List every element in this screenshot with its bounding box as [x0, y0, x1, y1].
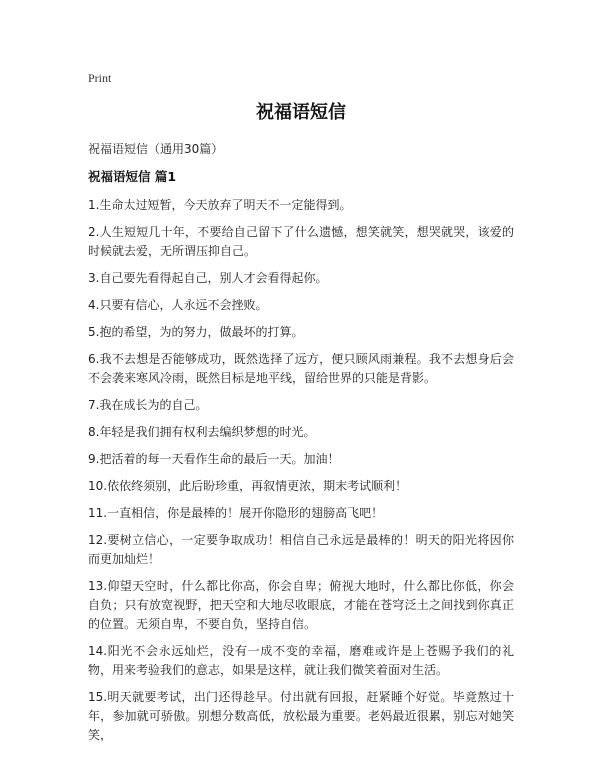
paragraph: 3.自己要先看得起自己，别人才会看得起你。 — [88, 271, 328, 285]
paragraph: 1.生命太过短暂，今天放弃了明天不一定能得到。 — [88, 198, 352, 212]
paragraph: 15.明天就要考试，出门还得趁早。付出就有回报，赶紧睡个好觉。毕竟熬过十年，参加就可骄傲。别想分数高低，放松最为重要。老妈最近很累，别忘对她笑笑， — [88, 690, 514, 742]
paragraph: 7.我在成长为的自己。 — [88, 398, 208, 412]
section-heading: 祝福语短信 篇1 — [88, 169, 177, 184]
paragraph: 14.阳光不会永远灿烂，没有一成不变的幸福，磨难或许是上苍赐予我们的礼物，用来考验我们的意志，如果是这样，就让我们微笑着面对生活。 — [88, 644, 514, 677]
paragraph: 9.把活着的每一天看作生命的最后一天。加油！ — [88, 452, 340, 466]
paragraph: 4.只要有信心，人永远不会挫败。 — [88, 298, 268, 312]
paragraph: 10.依依终须别，此后盼珍重，再叙情更浓，期末考试顺利！ — [88, 479, 408, 493]
paragraph: 8.年轻是我们拥有权利去编织梦想的时光。 — [88, 425, 316, 439]
document-title: 祝福语短信 — [256, 102, 346, 123]
paragraph: 13.仰望天空时，什么都比你高，你会自卑；俯视大地时，什么都比你低，你会自负；只有放宽视野，把天空和大地尽收眼底，才能在苍穹泛土之间找到你真正的位置。无须自卑，不要自负，坚持自信。 — [88, 579, 514, 631]
paragraph: 5.抱的希望，为的努力，做最坏的打算。 — [88, 325, 304, 339]
print-label: Print — [88, 71, 112, 85]
document-subtitle: 祝福语短信（通用30篇） — [88, 142, 224, 156]
paragraph: 2.人生短短几十年，不要给自己留下了什么遗憾，想笑就笑，想哭就哭，该爱的时候就去爱，无所谓压抑自己。 — [88, 225, 514, 258]
paragraph-list — [88, 196, 514, 745]
paragraph: 6.我不去想是否能够成功，既然选择了远方，便只顾风雨兼程。我不去想身后会不会袭来寒风冷雨，既然目标是地平线，留给世界的只能是背影。 — [88, 352, 514, 385]
paragraph: 11.一直相信，你是最棒的！展开你隐形的翅膀高飞吧！ — [88, 506, 384, 520]
paragraph: 12.要树立信心，一定要争取成功！相信自己永远是最棒的！明天的阳光将因你而更加灿烂！ — [88, 533, 514, 566]
